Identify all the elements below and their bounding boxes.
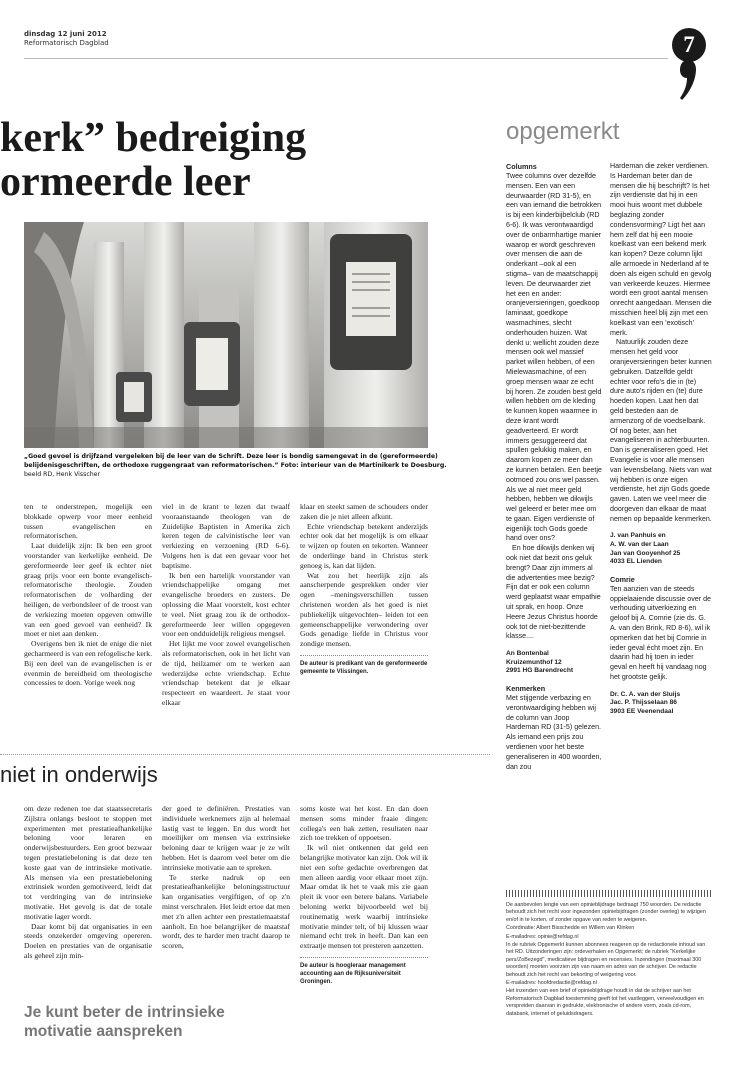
page-number-badge: 7 [672,28,706,62]
section-divider [0,754,490,755]
paragraph: der goed te definiëren. Prestaties van individuele werknemers zijn al helemaal lastig vast te leggen. En dus wordt het moeilijker om mensen via extrinsieke beloning daar te krijgen waar je ze wilt hebben. Het is daarom veel beter om die intrinsieke motivatie aan te spreken. [162,804,290,872]
sidebar-column-2 [610,162,712,725]
paragraph: Ten aanzien van de steeds oppielaaiende discussie over de verhouding uitverkiezing en geloof bij A. Comrie (zie ds. G. A. van den Brink, RD 8-6), wil ik opmerken dat het bij Comrie in ieder geval écht moet zijn. En daarin had hij toen in ieder geval en heeft hij vandaag nog het grootste gelijk. [610,584,711,682]
letter-title: Columns [506,162,537,171]
article1-column-3 [300,502,428,676]
letter-signature [610,532,712,566]
footnote-line: E-mailadres: opinie@refdag.nl [506,933,579,940]
pull-quote: Je kunt beter de intrinsieke motivatie aanspreken [24,1004,225,1040]
paragraph: Met stijgende verbazing en verontwaardiging hebben wij de column van Joop Hardeman RD (31-5) gelezen. Als iemand een prijs zou verdienen voor het beste generaliseren in 400 woorden, dan zou [506,694,602,771]
signature-line: Dr. C. A. van der Sluijs [610,690,681,698]
letter-title: Comrie [610,574,635,584]
signature-line: An Bontenbal [506,650,549,658]
comma-logo-icon [680,60,696,100]
letter-signature [610,691,712,717]
paragraph: soms koste wat het kost. En dan doen mensen soms minder fraaie dingen: collega's een hak zetten, resultaten naar zich toe trekken of oppoetsen. [300,804,428,843]
separator-bar [506,890,712,897]
memorial-plaque-small [116,372,152,422]
paragraph: Twee columns over dezelfde mensen. Een van een deurwaarder (RD 31-5), en een van iemand die betrokken is bij een kinderbijbelclub (RD 6-6). Ik was verontwaardigd over de onbarmhartige manier waarop er wordt geschreven over mensen die aan de onderkant –ook al een stigma– van de maatschappij leven. De deurwaarder ziet het een en ander: oranjeversieringen, goedkoop laminaat, goedkope wasmachines, slecht onderhouden huizen. Wat denkt u: wellicht zouden deze mensen ook wel massief parket willen hebben, of een Mielewasmachine, of een groep mensen waar ze echt bij horen. Ze zouden best geld willen hebben om de kleding te kunnen kopen waarmee in deze krant wordt geadverteerd. Er wordt immers gesuggereerd dat spullen gelukkig maken, en daarom kopen ze meer dan ze kunnen betalen. Een beetje ootmoed zou ons wel passen. Als we al niet meer geld hebben, hebben we dikwijls wel geleerd er beter mee om te gaan. Eigen verdienste of eigenlijk toch Gods goede hand over ons? [506,172,602,543]
footnote-line: In de rubriek Opgemerkt kunnen abonnees reageren op de redactionele inhoud van het RD. Uitzonderingen zijn: ordeverhalen en Opgemerkt; de rubriek "Kerkelijke pers/ZoBezegd", medicatieve bijdragen en recensies. Inzendingen (maximaal 300 woorden) moeten voorzien zijn van naam en adres van de schrijver. De redactie behoudt zich het recht van bekorting of weigering voor. [506,942,706,978]
page-header [24,30,109,48]
headline-line-1: kerk” bedreiging [0,115,307,161]
footnote-line: Het inzenden van een brief of opinieblijdrage houdt in dat de schrijver aan het Reformatorisch Dagblad toestemming geeft tot het vastleggen, verveelvoudigen en verspreiden daarvan in gedrukte, elektronische of andere vorm, zoals cd-rom, databank, internet of geluidsdragers. [506,988,704,1017]
paragraph: Het lijkt me voor zowel evangelischen als reformatorischen, ook in het licht van de tijd, heilzamer om te werken aan wederzijdse echte vriendschap. Echte vriendschap betekent dat je elkaar respecteert en waardeert. Je staat voor elkaar [162,639,290,707]
paragraph: Natuurlijk zouden deze mensen het geld voor oranjeversieringen beter kunnen gebruiken. Datzelfde geldt echter voor refo's die in (te) dure auto's rijden en (te) dure hoeden kopen. Laat hen dat geld besteden aan de armenzorg of de voedselbank. Of nog beter, aan het evangeliseren in achterbuurten. Dan is generaliseren goed. Het Evangelie is voor alle mensen van levensbelang. Niets van wat wij hebben is onze eigen verdienste, het zijn Gods goede gaven. Laten we veel meer die doorgeven dan elkaar de maat nemen op bepaalde kenmerken. [610,338,712,523]
paragraph: viel in de krant te lezen dat twaalf vooraanstaande theologen van de Zuidelijke Baptisten in Amerika zich keren tegen de calvinistische leer van verkiezing en verzoening (RD 6-6). Volgens hen is dat een gevaar voor het baptisme. [162,502,290,570]
footnote-line: Coördinatie: Albert Bisschedde en Willem van Klinken [506,925,635,932]
paragraph: ten te onderstrepen, mogelijk een blokkade opwerp voor meer eenheid tussen evangelischen en reformatorischen. [24,502,152,541]
signature-line: 3903 EE Veenendaal [610,708,674,716]
date-line: dinsdag 12 juni 2012 [24,30,107,38]
church-interior-photo [24,222,428,448]
article-headline [0,116,306,204]
sidebar-title: opgemerkt [506,118,620,145]
photo-caption [24,452,454,479]
paragraph: Laat duidelijk zijn: Ik ben een groot voorstander van kerkelijke eenheid. De gereformeerde leer geef ik echter niet graag prijs voor een bonte evangelisch-reformatorische theologie. Zouden reformatorischen de volharding der heiligen, de verbondsleer of de troost van de verkiezing moeten opgeven omwille van een goed gevoel van eenheid? Ik moet er niet aan denken. [24,541,152,639]
author-note: De auteur is predikant van de gereformeerde gemeente te Vlissingen. [300,655,428,676]
signature-line: Jac. P. Thijsselaan 86 [610,699,677,707]
article2-column-3 [300,804,428,986]
paragraph: klaar en steekt samen de schouders onder zaken die je niet alleen afkunt. [300,502,428,521]
paragraph: En hoe dikwijls denken wij ook niet dat bezit ons geluk brengt? Daar zijn immers al die advertenties mee bezig? Fijn dat er ook een column werd geplaatst waar empathie uit sprak, en hoop. Onze Heere Jezus Christus hoorde ook tot de niet-bezittende klasse.... [506,544,601,641]
signature-line: 4033 EL Lienden [610,558,662,566]
signature-line: Jan van Gooyenhof 25 [610,549,681,557]
headline-line-2: ormeerde leer [0,159,251,205]
paper-name: Reformatorisch Dagblad [24,39,109,47]
signature-line: J. van Panhuis en [610,532,666,540]
header-rule [24,58,668,59]
article2-column-2 [162,804,290,951]
footnote-line: E-mailadres: hoofdredactie@refdag.nl [506,980,597,987]
paragraph: Ik ben een hartelijk voorstander van vriendschappelijke omgang met evangelische broeders en zusters. De oplossing die Maat voorstelt, kost echter te veel. Niet graag zou ik de orthodox-gereformeerde leer willen opgegeven voor een ondduidelijk religieus mengsel. [162,570,290,639]
article1-column-2 [162,502,290,708]
sidebar-footnote [506,902,714,1019]
paragraph: Ik wil niet ontkennen dat geld een belangrijke motivator kan zijn. Ook wil ik niet een softe gedachte overbrengen dat men alleen aardig voor elkaar moet zijn. Maar omdat ik het te vaak mis zie gaan pleit ik voor een betere balans. Variabele beloning werkt bijvoorbeeld wel bij routinematig werk waarbij intrinsieke motivatie minder telt, of bij klussen waar niemand echt trek in heeft. Dan kan een extraatje mensen tot presteren aanzetten. [300,843,429,951]
footnote-line: De aanbevolen lengte van een opinieblijdrage bedraagt 750 woorden. De redactie behoudt zich het recht voor ingezonden opiniebijdragen (zonder overleg) te wijzigen en/of in te korten, of zonder opgave van reden te weigeren. [506,902,706,923]
caption-text: „Goed gevoel is drijfzand vergeleken bij de leer van de Schrift. Deze leer is bondig samengevat in de (gereformeerde) belijdenisgeschriften, de orthodoxe ruggengraat van reformatorischen.” Foto: interieur van de Martinikerk te Doesburg. [24,453,447,469]
letter-title: Kenmerken [506,684,546,694]
caption-credit: beeld RD, Henk Visscher [24,471,101,478]
article1-column-1 [24,502,152,688]
letter-signature [506,650,602,676]
paragraph: Daar komt bij dat organisaties in een steeds onzekerder omgeving opereren. Doelen en prestaties van de organisatie als geheel zijn min- [24,921,152,960]
paragraph: Echte vriendschap betekent anderzijds echter ook dat het mogelijk is om elkaar te wijzen op fouten en tekorten. Wanneer de onderlinge band in Christus sterk genoeg is, kan dat lijden. [300,521,428,570]
memorial-plaque-large [330,234,412,370]
paragraph: Hardeman die zeker verdienen. Is Hardeman beter dan de mensen die hij beschrijft? Is het zijn verdienste dat hij in een mooi huis woont met dubbele beglazing zonder condensvorming? Ligt het aan hem zelf dat hij een mooie koelkast van een bekend merk kan kopen? Deze column lijkt alle armoede in Nederland af te doen als eigen schuld en gevolg van verkeerde keuzes. Hiermee wordt een groot aantal mensen onrecht aangedaan. Mensen die misschien heel blij zijn met een koelkast van een 'exotisch' merk. [610,162,712,337]
signature-line: Kruizemunthof 12 [506,658,562,666]
article2-headline: niet in onderwijs [0,762,158,787]
memorial-plaque-medium [184,322,240,406]
paragraph: Overigens ben ik niet de enige die niet gecharmeerd is van een refogelische kerk. Bij een deel van de evangelischen is er evenmin de bereidheid om theologische concessies te doen. Vorige week nog [24,639,152,688]
paragraph: Wat zou het heerlijk zijn als aanscherpende gesprekken onder vier ogen –meningsverschillen tussen christenen worden als het goed is niet publiekelijk uitgevochten– leiden tot een gemeenschappelijke verwondering over Gods genadige liefde in Christus voor zondige mensen. [300,570,428,649]
author-note: De auteur is hoogleraar management accounting aan de Rijksuniversiteit Groningen. [300,957,428,986]
sidebar-column-1 [506,162,602,772]
signature-line: 2991 HG Barendrecht [506,667,574,675]
signature-line: A. W. van der Laan [610,541,669,549]
article2-column-1 [24,804,152,961]
paragraph: om deze redenen toe dat staatssecretaris Zijlstra onlangs besloot te stoppen met experimenten met prestatieafhankelijke beloning voor leraren en onderwijsbestuurders. Een groot bezwaar tegen prestatiebeloning is dat deze ten koste gaat van de intrinsieke motivatie. Als mensen via een prestatiebeloning extrinsiek worden gemotiveerd, leidt dat tot verdringing van de intrinsieke motivatie. Het gevolg is dat de totale motivatie lager wordt. [24,804,152,921]
paragraph: Te sterke nadruk op een prestatieafhankelijke beloningsstructuur kan organisaties vergiftigen, of op z'n minst verschralen. Het leidt ertoe dat men met z'n allen achter een prestatiemaatstaf aanholt. En hoe belangrijker de maatstaf wordt, des te harder men tracht daarop te scoren, [162,872,290,951]
